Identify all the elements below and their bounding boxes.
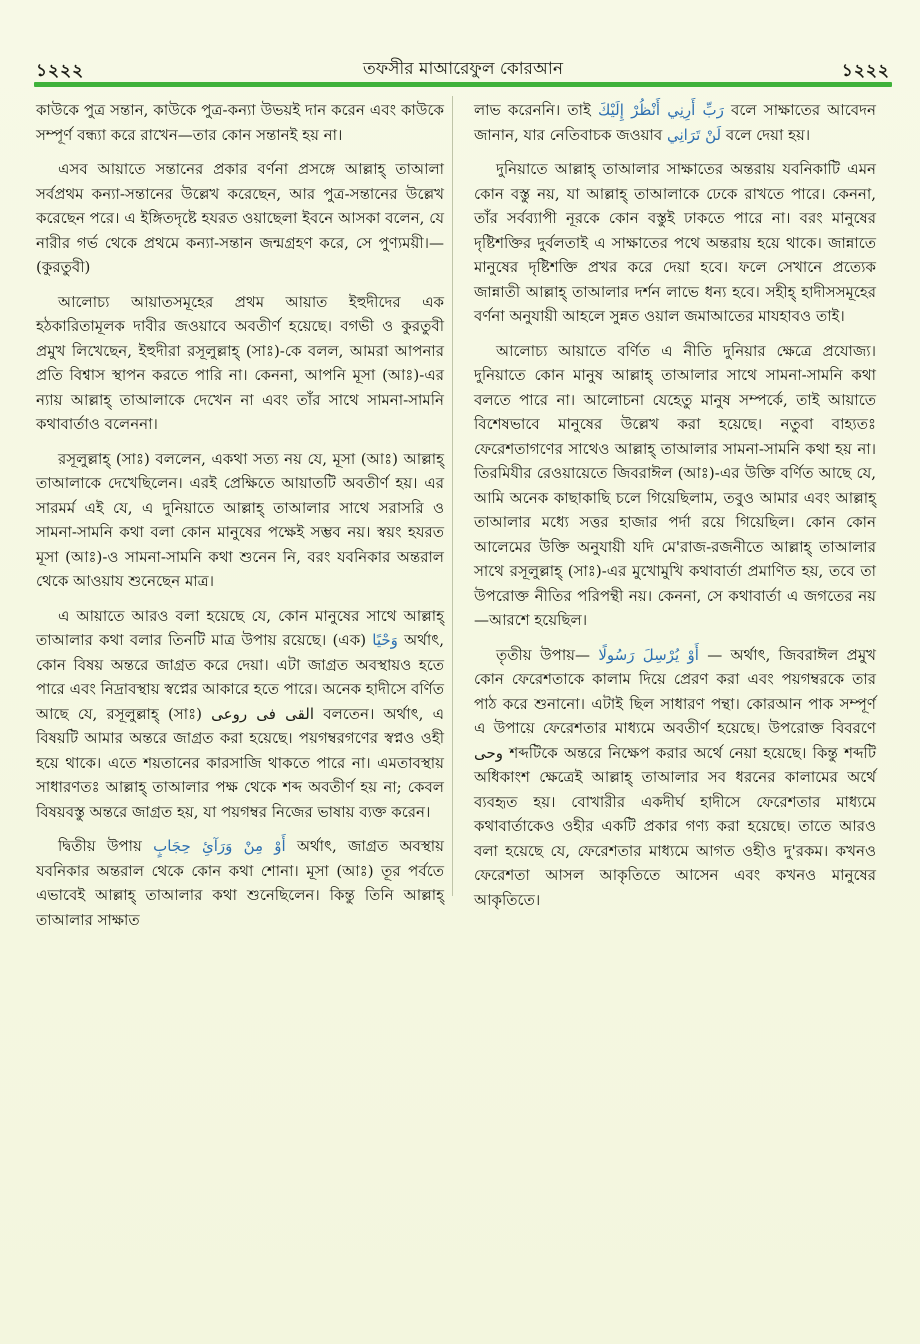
arabic-alqa-fi-rui: القى فى روعى [211,704,314,723]
page-header [34,54,892,84]
right-p4-text-a: তৃতীয় উপায়— [496,645,591,664]
right-paragraph-3: আলোচ্য আয়াতে বর্ণিত এ নীতি দুনিয়ার ক্ষেত্রে প্রযোজ্য। দুনিয়াতে কোন মানুষ আল্লাহ্ তাআলার সাথে সামনা-সামনি কথা বলতে পারে না। আলোচনা যেহেতু মানুষ সম্পর্কে, তাই আয়াতে বিশেষভাবে মানুষের উল্লেখ করা হয়েছে। নতুবা বাহ্যতঃ ফেরেশতাগণের সাথেও আল্লাহ্ তাআলার সামনা-সামনি কথা হয় না। তিরমিযীর রেওয়ায়েতে জিবরাঈল (আঃ)-এর উক্তি বর্ণিত আছে যে, আমি অনেক কাছাকাছি চলে গিয়েছিলাম, তবুও আমার এবং আল্লাহ্ তাআলার মধ্যে সত্তর হাজার পর্দা রয়ে গিয়েছিল। কোন কোন আলেমের উক্তি অনুযায়ী যদি মে'রাজ-রজনীতে আল্লাহ্ তাআলার সাথে রসূলুল্লাহ্ (সাঃ)-এর মুখোমুখি কথাবার্তা প্রমাণিত হয়, তবে তা উপরোক্ত নীতির পরিপন্থী নয়। কেননা, সে কথাবার্তা এ জগতের নয়—আরশে হয়েছিল। [474,341,876,629]
left-paragraph-4: রসূলুল্লাহ্ (সাঃ) বললেন, একথা সত্য নয় যে, মূসা (আঃ) আল্লাহ্ তাআলাকে দেখেছিলেন। এরই প্রেক্ষিতে আয়াতটি অবতীর্ণ হয়। এর সারমর্ম এই যে, এ দুনিয়াতে আল্লাহ্ তাআলার সাথে সরাসরি ও সামনা-সামনি কথা বলা কোন মানুষের পক্ষেই সম্ভব নয়। স্বয়ং হযরত মূসা (আঃ)-ও সামনা-সামনি কথা শুনেন নি, বরং যবনিকার অন্তরাল থেকে আওয়ায শুনেছেন মাত্র। [36,449,444,590]
left-paragraph-6 [36,834,444,932]
column-divider [452,96,453,896]
arabic-rabbi-arini: رَبِّ أَرِنِي أَنْظُرْ إِلَيْكَ [598,101,724,119]
arabic-wahy: وحى [474,743,504,762]
left-p6-text-a: দ্বিতীয় উপায় [58,837,142,855]
left-p5-text-b: অর্থাৎ, কোন বিষয় অন্তরে জাগ্রত করে দেয়া। এটা জাগ্রত অবস্থায়ও হতে পারে এবং নিদ্রাবস্থায় স্বপ্নের আকারে হতে পারে। অনেক হাদীসে বর্ণিত আছে যে, রসূলুল্লাহ্ (সাঃ) [36,631,444,723]
right-p1-text-b: বলে সাক্ষাতের আবেদন জানান, যার নেতিবাচক জওয়াব [474,101,876,144]
right-p1-text-a: লাভ করেননি। তাই [474,101,591,119]
arabic-wahyan: وَحْيًا [372,631,398,649]
right-paragraph-2: দুনিয়াতে আল্লাহ্ তাআলার সাক্ষাতের অন্তরায় যবনিকাটি এমন কোন বস্তু নয়, যা আল্লাহ্ তাআলাকে ঢেকে রাখতে পারে। কেননা, তাঁর সর্বব্যাপী নূরকে কোন বস্তুই ঢাকতে পারে না। বরং মানুষের দৃষ্টিশক্তির দুর্বলতাই এ সাক্ষাতের পথে অন্তরায় হয়ে থাকে। জান্নাতে মানুষের দৃষ্টিশক্তি প্রখর করে দেয়া হবে। ফলে সেখানে প্রত্যেক জান্নাতী আল্লাহ্ তাআলার দর্শন লাভে ধন্য হবে। সহীহ্ হাদীসসমূহের বর্ণনা অনুযায়ী আহলে সুন্নত ওয়াল জমাআতের মাযহাবও তাই। [474,160,876,325]
left-paragraph-1: কাউকে পুত্র সন্তান, কাউকে পুত্র-কন্যা উভয়ই দান করেন এবং কাউকে সম্পূর্ণ বন্ধ্যা করে রাখেন—তার কোন সন্তানই হয় না। [36,101,444,144]
left-paragraph-2: এসব আয়াতে সন্তানের প্রকার বর্ণনা প্রসঙ্গে আল্লাহ্ তাআলা সর্বপ্রথম কন্যা-সন্তানের উল্লেখ করেছেন, আর পুত্র-সন্তানের উল্লেখ করেছেন পরে। এ ইঙ্গিতদৃষ্টে হযরত ওয়াছেলা ইবনে আসকা বলেন, যে নারীর গর্ভ থেকে প্রথমে কন্যা-সন্তান জন্মগ্রহণ করে, সে পুণ্যময়ী।—(কুরতুবী) [36,160,444,276]
right-paragraph-4 [474,643,876,913]
page-number-left: ১২২২ [36,61,85,81]
left-column [36,98,444,942]
left-p5-text-c: বলতেন। অর্থাৎ, এ বিষয়টি আমার অন্তরে জাগ্রত করা হয়েছে। পয়গম্বরগণের স্বপ্নও ওহী হয়ে থাকে। এতে শয়তানের কারসাজি থাকতে পারে না। এমতাবস্থায় সাধারণতঃ আল্লাহ্ তাআলার পক্ষ থেকে শব্দ অবতীর্ণ হয় না; কেবল বিষয়বস্তু অন্তরে জাগ্রত হয়, যা পয়গম্বর নিজের ভাষায় ব্যক্ত করেন। [36,704,445,821]
right-p1-text-c: বলে দেয়া হয়। [725,125,811,144]
left-paragraph-5 [36,604,444,825]
header-rule [34,82,892,87]
arabic-lan-tarani: لَنْ تَرَانِي [667,125,722,144]
page-number-right: ১২২২ [841,61,890,81]
right-paragraph-1 [474,98,876,147]
left-p5-text-a: এ আয়াতে আরও বলা হয়েছে যে, কোন মানুষের সাথে আল্লাহ্ তাআলার কথা বলার তিনটি মাত্র উপায় রয়েছে। (এক) [36,606,444,649]
left-paragraph-3: আলোচ্য আয়াতসমূহের প্রথম আয়াত ইহুদীদের এক হঠকারিতামূলক দাবীর জওয়াবে অবতীর্ণ হয়েছে। বগভী ও কুরতুবী প্রমুখ লিখেছেন, ইহুদীরা রসূলুল্লাহ্ (সাঃ)-কে বলল, আমরা আপনার প্রতি বিশ্বাস স্থাপন করতে পারি না। কেননা, আপনি মূসা (আঃ)-এর ন্যায় আল্লাহ্ তাআলাকে দেখেন না এবং তাঁর সাথে সামনা-সামনি কথাবার্তাও বলেননা। [36,292,444,433]
right-p4-text-b: — অর্থাৎ, জিবরাঈল প্রমুখ কোন ফেরেশতাকে কালাম দিয়ে প্রেরণ করা এবং পয়গম্বরকে তার পাঠ করে শুনানো। এটাই ছিল সাধারণ পন্থা। কোরআন পাক সম্পূর্ণ এ উপায়ে ফেরেশতার মাধ্যমে অবতীর্ণ হয়েছে। উপরোক্ত বিবরণে [474,645,877,737]
arabic-min-wara-hijab: أَوْ مِنْ وَرَآئِ حِجَابٍ [153,837,286,855]
right-column [474,98,876,922]
left-p6-text-b: অর্থাৎ, জাগ্রত অবস্থায় যবনিকার অন্তরাল থেকে কোন কথা শোনা। মূসা (আঃ) তূর পর্বতে এভাবেই আল্লাহ্ তাআলার কথা শুনেছিলেন। কিন্তু তিনি আল্লাহ্ তাআলার সাক্ষাত [36,837,444,929]
right-p4-text-c: শব্দটিকে অন্তরে নিক্ষেপ করার অর্থে নেয়া হয়েছে। কিন্তু শব্দটি অধিকাংশ ক্ষেত্রেই আল্লাহ্ তাআলার সব ধরনের কালামের অর্থে ব্যবহৃত হয়। বোখারীর একদীর্ঘ হাদীসে ফেরেশতার মাধ্যমে কথাবার্তাকেও ওহীর একটি প্রকার গণ্য করা হয়েছে। তাতে আরও বলা হয়েছে যে, ফেরেশতার মাধ্যমে আগত ওহীও দু'রকম। কখনও ফেরেশতা আসল আকৃতিতে আসেন এবং কখনও মানুষের আকৃতিতে। [474,743,876,909]
running-title: তফসীর মাআরেফুল কোরআন [363,59,563,79]
arabic-yursila-rasula: أَوْ يُرْسِلَ رَسُولًا [598,645,699,664]
